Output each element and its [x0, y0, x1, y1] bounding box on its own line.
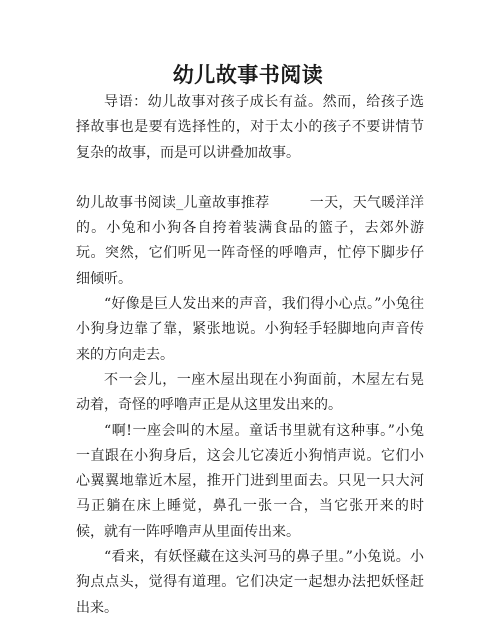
story-paragraph: 不一会儿，一座木屋出现在小狗面前，木屋左右晃动着，奇怪的呼噜声正是从这里发出来的。 — [76, 371, 424, 414]
story-paragraph: “看来，有妖怪藏在这头河马的鼻子里。”小兔说。小狗点点头，觉得有道理。它们决定一起想办法把妖怪赶出来。 — [76, 549, 424, 616]
story-paragraph: “啊!一座会叫的木屋。童话书里就有这种事。”小兔一直跟在小狗身后，这会儿它凑近小狗悄声说。它们小心翼翼地靠近木屋，推开门进到里面去。只见一只大河马正躺在床上睡觉，鼻孔一张一合，当它张开来的时候，就有一阵呼噜声从里面传出来。 — [76, 422, 424, 540]
paragraph-gap — [76, 166, 424, 191]
section-heading: 幼儿故事书阅读_儿童故事推荐 — [76, 194, 270, 211]
story-paragraph: 一天，天气暖洋洋的。小兔和小狗各自挎着装满食品的篮子，去郊外游玩。突然，它们听见一阵奇怪的呼噜声，忙停下脚步仔细倾听。 — [76, 194, 425, 287]
story-first-paragraph — [76, 191, 424, 292]
article-body — [76, 90, 424, 621]
story-paragraph: “好像是巨人发出来的声音，我们得小心点。”小兔往小狗身边靠了靠，紧张地说。小狗轻手轻脚地向声音传来的方向走去。 — [76, 296, 424, 363]
page-title: 幼儿故事书阅读 — [172, 62, 324, 87]
intro-paragraph: 导语：幼儿故事对孩子成长有益。然而，给孩子选择故事也是要有选择性的，对于太小的孩子不要讲情节复杂的故事，而是可以讲叠加故事。 — [76, 94, 424, 161]
